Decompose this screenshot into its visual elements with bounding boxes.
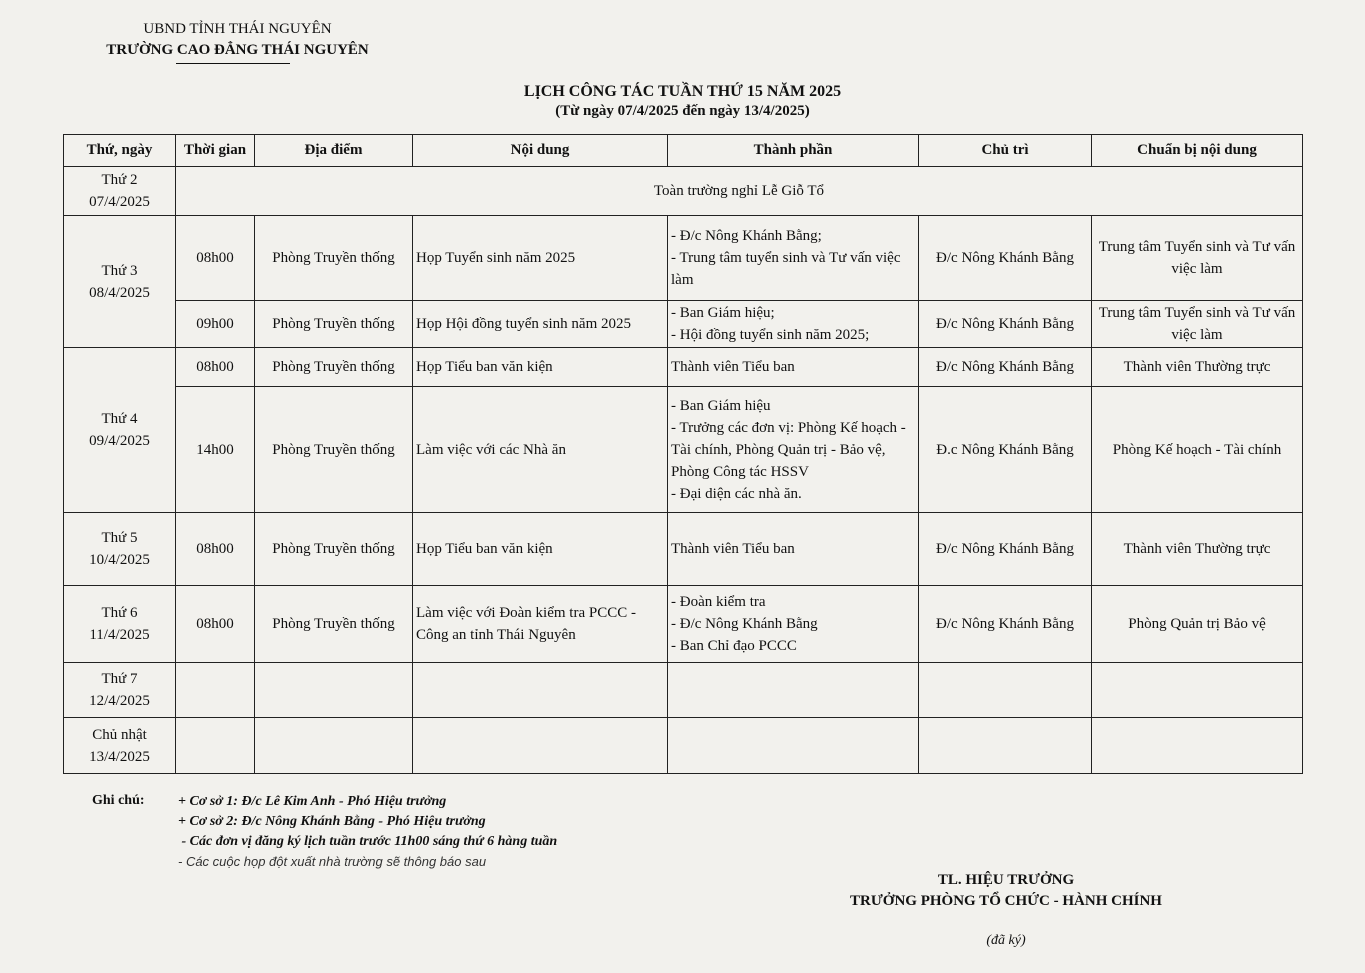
col-header-day: Thứ, ngày <box>64 135 176 167</box>
participants-cell <box>668 348 919 387</box>
day-name: Thứ 5 <box>101 530 138 546</box>
empty-cell <box>919 718 1092 774</box>
time-cell: 08h00 <box>176 586 255 663</box>
empty-cell <box>176 663 255 718</box>
place-cell: Phòng Truyền thống <box>255 301 413 348</box>
participants-cell <box>668 301 919 348</box>
prep-cell: Trung tâm Tuyển sinh và Tư vấn việc làm <box>1092 301 1303 348</box>
page-subtitle: (Từ ngày 07/4/2025 đến ngày 13/4/2025) <box>555 103 810 119</box>
prep-cell: Phòng Quản trị Bảo vệ <box>1092 586 1303 663</box>
participant-line: - Đ/c Nông Khánh Bằng <box>671 616 818 632</box>
table-row <box>64 663 1303 718</box>
day-date: 11/4/2025 <box>89 627 150 643</box>
day-cell <box>64 348 176 513</box>
day-cell <box>64 718 176 774</box>
prep-cell: Thành viên Thường trực <box>1092 513 1303 586</box>
org-parent-name: UBND TỈNH THÁI NGUYÊN <box>143 21 332 37</box>
empty-cell <box>255 663 413 718</box>
prep-cell: Phòng Kế hoạch - Tài chính <box>1092 387 1303 513</box>
participant-line: - Đ/c Nông Khánh Bằng; <box>671 228 822 244</box>
chair-cell: Đ/c Nông Khánh Bằng <box>919 513 1092 586</box>
participants-cell <box>668 387 919 513</box>
chair-cell: Đ/c Nông Khánh Bằng <box>919 586 1092 663</box>
participant-line: - Đoàn kiểm tra <box>671 594 766 610</box>
place-cell: Phòng Truyền thống <box>255 216 413 301</box>
participant-line: - Ban Chỉ đạo PCCC <box>671 638 797 654</box>
table-header-row <box>64 135 1303 167</box>
org-name: TRƯỜNG CAO ĐẲNG THÁI NGUYÊN <box>106 42 369 58</box>
day-name: Chủ nhật <box>92 726 147 743</box>
chair-cell: Đ/c Nông Khánh Bằng <box>919 216 1092 301</box>
col-header-participants: Thành phần <box>668 135 919 167</box>
day-date: 09/4/2025 <box>89 433 150 449</box>
time-cell: 14h00 <box>176 387 255 513</box>
col-header-time: Thời gian <box>176 135 255 167</box>
content-cell: Làm việc với Đoàn kiểm tra PCCC - Công an tỉnh Thái Nguyên <box>413 586 668 663</box>
participant-line: - Hội đồng tuyển sinh năm 2025; <box>671 327 870 343</box>
day-cell <box>64 663 176 718</box>
table-row <box>64 586 1303 663</box>
participants-cell <box>668 513 919 586</box>
prep-cell: Trung tâm Tuyển sinh và Tư vấn việc làm <box>1092 216 1303 301</box>
day-name: Thứ 2 <box>101 172 138 188</box>
place-cell: Phòng Truyền thống <box>255 513 413 586</box>
empty-cell <box>668 718 919 774</box>
content-cell: Làm việc với các Nhà ăn <box>413 387 668 513</box>
col-header-chair: Chủ trì <box>919 135 1092 167</box>
time-cell: 08h00 <box>176 348 255 387</box>
day-cell <box>64 167 176 216</box>
time-cell: 08h00 <box>176 513 255 586</box>
empty-cell <box>413 663 668 718</box>
table-row <box>64 167 1303 216</box>
content-cell: Họp Tuyển sinh năm 2025 <box>413 216 668 301</box>
empty-cell <box>919 663 1092 718</box>
day-date: 07/4/2025 <box>89 194 150 210</box>
content-cell: Họp Tiểu ban văn kiện <box>413 513 668 586</box>
notes-label: Ghi chú: <box>92 793 145 808</box>
content-cell: Họp Hội đồng tuyển sinh năm 2025 <box>413 301 668 348</box>
day-date: 13/4/2025 <box>89 748 150 765</box>
day-name: Thứ 7 <box>101 671 138 687</box>
day-name: Thứ 3 <box>101 262 138 279</box>
day-date: 08/4/2025 <box>89 284 150 301</box>
participant-line: - Trưởng các đơn vị: Phòng Kế hoạch - Tài chính, Phòng Quản trị - Bảo vệ, Phòng Công tác HSSV <box>671 419 906 480</box>
schedule-table <box>63 134 1303 774</box>
col-header-content: Nội dung <box>413 135 668 167</box>
chair-cell: Đ.c Nông Khánh Bằng <box>919 387 1092 513</box>
empty-cell <box>413 718 668 774</box>
empty-cell <box>176 718 255 774</box>
org-underline <box>176 63 290 64</box>
participants-cell <box>668 216 919 301</box>
table-row <box>64 718 1303 774</box>
participant-line: - Trung tâm tuyển sinh và Tư vấn việc làm <box>671 250 901 288</box>
holiday-cell: Toàn trường nghỉ Lễ Giỗ Tổ <box>176 167 1303 216</box>
note-line: - Các cuộc họp đột xuất nhà trường sẽ thông báo sau <box>178 854 487 869</box>
participant-line: - Ban Giám hiệu <box>671 397 771 414</box>
table-row <box>64 513 1303 586</box>
empty-cell <box>668 663 919 718</box>
participant-line: Thành viên Tiểu ban <box>671 359 795 375</box>
signature-position: TRƯỞNG PHÒNG TỔ CHỨC - HÀNH CHÍNH <box>850 893 1162 909</box>
chair-cell: Đ/c Nông Khánh Bằng <box>919 301 1092 348</box>
day-name: Thứ 6 <box>101 605 138 621</box>
table-row <box>64 387 1303 513</box>
day-cell <box>64 216 176 348</box>
place-cell: Phòng Truyền thống <box>255 586 413 663</box>
note-line: + Cơ sở 2: Đ/c Nông Khánh Bằng - Phó Hiệu trưởng <box>178 814 486 829</box>
day-name: Thứ 4 <box>101 411 138 427</box>
empty-cell <box>255 718 413 774</box>
col-header-place: Địa điểm <box>255 135 413 167</box>
participant-line: Thành viên Tiểu ban <box>671 541 795 557</box>
participant-line: - Ban Giám hiệu; <box>671 305 775 321</box>
place-cell: Phòng Truyền thống <box>255 387 413 513</box>
chair-cell: Đ/c Nông Khánh Bằng <box>919 348 1092 387</box>
content-cell: Họp Tiểu ban văn kiện <box>413 348 668 387</box>
table-row <box>64 301 1303 348</box>
day-date: 10/4/2025 <box>89 552 150 568</box>
signature-title: TL. HIỆU TRƯỞNG <box>937 872 1075 888</box>
time-cell: 09h00 <box>176 301 255 348</box>
table-row <box>64 348 1303 387</box>
table-row <box>64 216 1303 301</box>
note-line: + Cơ sở 1: Đ/c Lê Kim Anh - Phó Hiệu trưởng <box>178 794 447 809</box>
empty-cell <box>1092 718 1303 774</box>
page-title: LỊCH CÔNG TÁC TUẦN THỨ 15 NĂM 2025 <box>523 83 842 100</box>
note-line: - Các đơn vị đăng ký lịch tuần trước 11h00 sáng thứ 6 hàng tuần <box>178 834 558 849</box>
day-cell <box>64 513 176 586</box>
day-date: 12/4/2025 <box>89 693 150 709</box>
prep-cell: Thành viên Thường trực <box>1092 348 1303 387</box>
col-header-prep: Chuẩn bị nội dung <box>1092 135 1303 167</box>
day-cell <box>64 586 176 663</box>
participant-line: - Đại diện các nhà ăn. <box>671 485 802 502</box>
place-cell: Phòng Truyền thống <box>255 348 413 387</box>
signature-status: (đã ký) <box>986 933 1026 948</box>
empty-cell <box>1092 663 1303 718</box>
time-cell: 08h00 <box>176 216 255 301</box>
participants-cell <box>668 586 919 663</box>
